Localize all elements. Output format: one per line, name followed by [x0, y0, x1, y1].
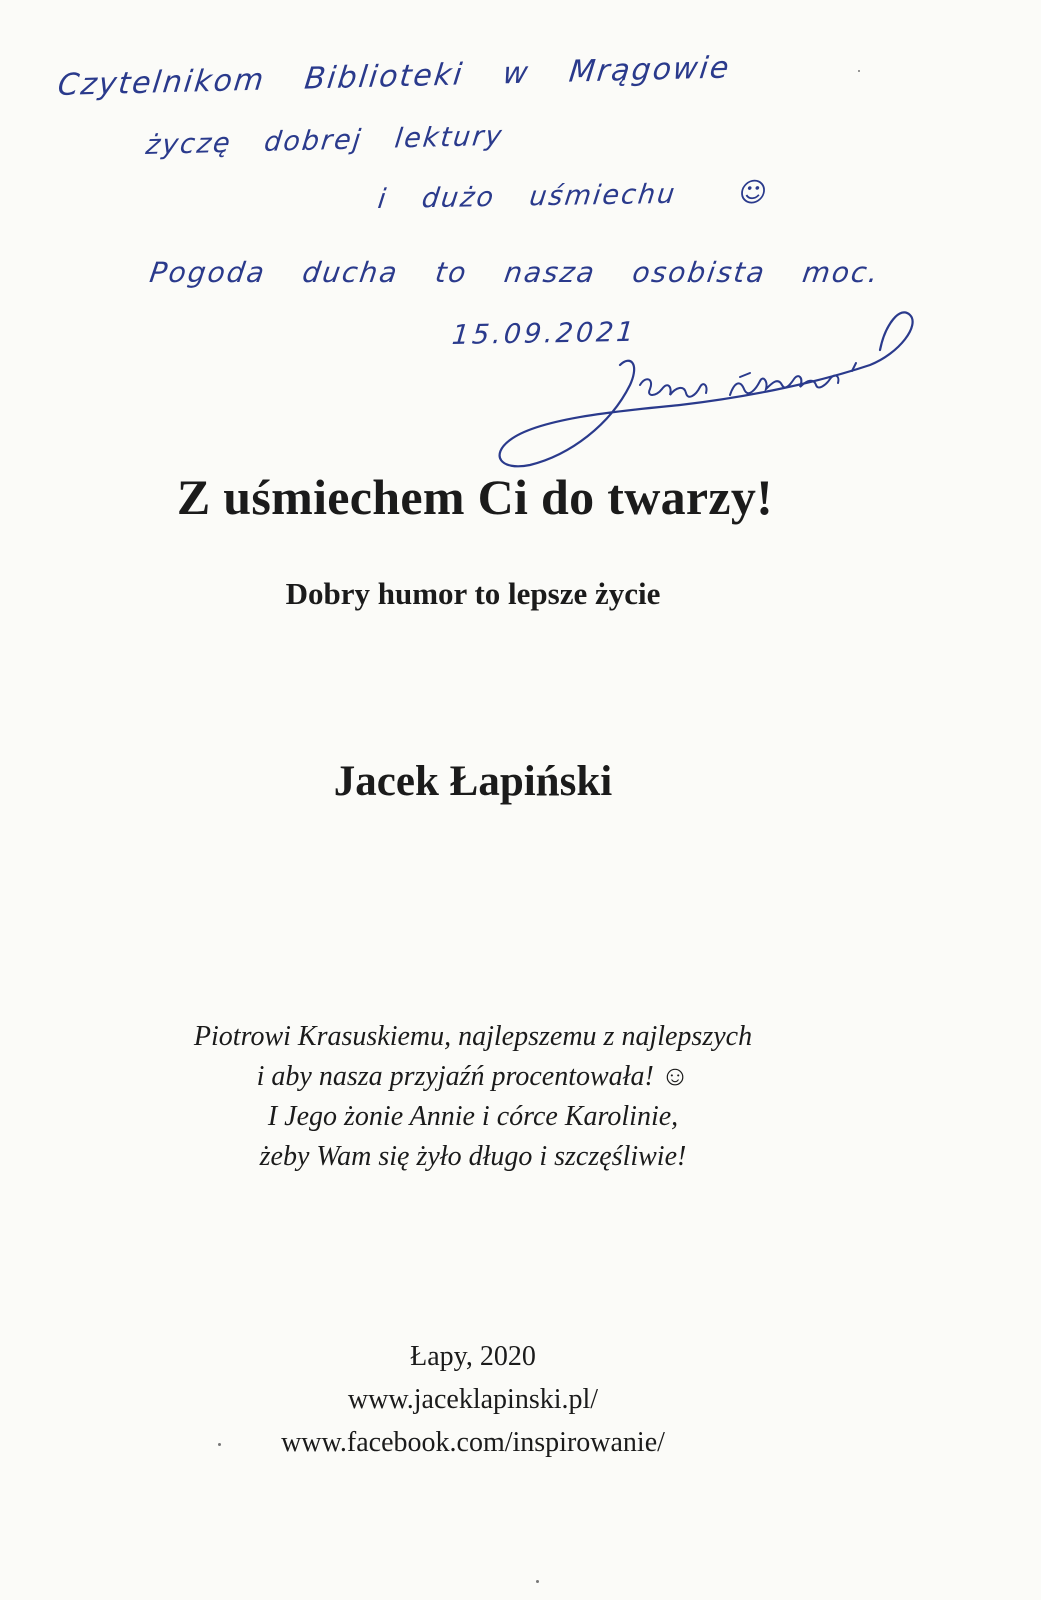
- paper-speck: [218, 1443, 221, 1446]
- imprint-place-year: Łapy, 2020: [410, 1341, 536, 1372]
- book-author: Jacek Łapiński: [333, 758, 613, 805]
- book-subtitle: Dobry humor to lepsze życie: [285, 576, 661, 611]
- inscription-line-2: życzę dobrej lektury: [144, 120, 506, 162]
- handwritten-inscription: [0, 0, 1041, 480]
- book-title: Z uśmiechem Ci do twarzy!: [176, 469, 774, 525]
- dedication-line: żeby Wam się żyło długo i szczęśliwie!: [259, 1141, 687, 1172]
- inscription-line-3: [376, 177, 771, 215]
- dedication-line: I Jego żonie Annie i córce Karolinie,: [267, 1101, 679, 1132]
- inscription-line-3-text: i dużo uśmiechu: [376, 178, 679, 216]
- dedication-line: Piotrowi Krasuskiemu, najlepszemu z najlepszych: [193, 1021, 753, 1052]
- paper-speck: [858, 70, 860, 72]
- inscription-line-4: Pogoda ducha to nasza osobista moc.: [147, 256, 882, 289]
- dedication-line: i aby nasza przyjaźń procentowała! ☺: [256, 1061, 690, 1092]
- dedication: [0, 1017, 946, 1177]
- imprint-website: www.jaceklapinski.pl/: [347, 1384, 599, 1415]
- inscription-line-1: Czytelnikom Biblioteki w Mrągowie: [55, 50, 733, 104]
- paper-speck: [536, 1580, 539, 1583]
- smiley-icon: ☺: [736, 177, 771, 209]
- inscription-date: 15.09.2021: [450, 316, 638, 352]
- imprint-facebook: www.facebook.com/inspirowanie/: [281, 1427, 665, 1458]
- handwritten-signature: [480, 305, 930, 475]
- imprint: [0, 1335, 946, 1464]
